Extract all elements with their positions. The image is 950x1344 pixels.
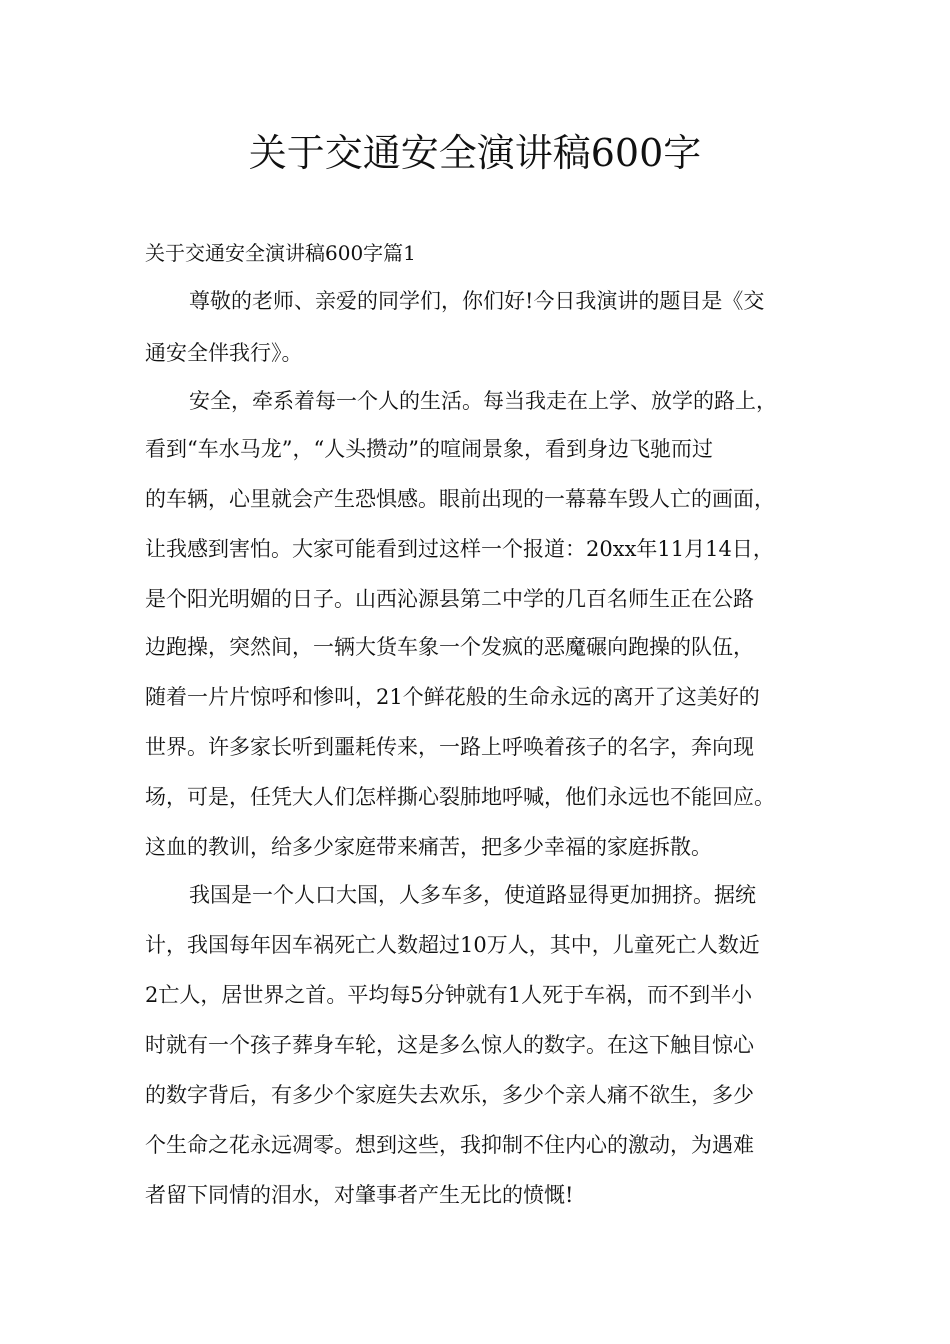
text-line: 的车辆，心里就会产生恐惧感。眼前出现的一幕幕车毁人亡的画面， — [145, 487, 775, 511]
text-line: 个生命之花永远凋零。想到这些，我抑制不住内心的激动，为遇难 — [145, 1133, 754, 1157]
text-line: 我国是一个人口大国，人多车多，使道路显得更加拥挤。据统 — [189, 883, 756, 907]
text-line: 者留下同情的泪水，对肇事者产生无比的愤慨! — [145, 1183, 574, 1207]
text-line: 看到“车水马龙”，“人头攒动”的喧闹景象，看到身边飞驰而过 — [145, 437, 713, 461]
text-line: 这血的教训，给多少家庭带来痛苦，把多少幸福的家庭拆散。 — [145, 835, 712, 859]
document-title: 关于交通安全演讲稿600字 — [248, 131, 702, 175]
text-line: 时就有一个孩子葬身车轮，这是多么惊人的数字。在这下触目惊心 — [145, 1033, 754, 1057]
text-line: 计，我国每年因车祸死亡人数超过10万人，其中，儿童死亡人数近 — [145, 933, 760, 957]
text-line: 的数字背后，有多少个家庭失去欢乐，多少个亲人痛不欲生，多少 — [145, 1083, 754, 1107]
text-line: 边跑操，突然间，一辆大货车象一个发疯的恶魔碾向跑操的队伍， — [145, 635, 754, 659]
text-line: 安全，牵系着每一个人的生活。每当我走在上学、放学的路上， — [189, 389, 777, 413]
text-line: 2亡人，居世界之首。平均每5分钟就有1人死于车祸，而不到半小 — [145, 983, 753, 1007]
text-line: 让我感到害怕。大家可能看到过这样一个报道：20xx年11月14日， — [145, 537, 774, 561]
text-line: 世界。许多家长听到噩耗传来，一路上呼唤着孩子的名字，奔向现 — [145, 735, 754, 759]
text-line: 场，可是，任凭大人们怎样撕心裂肺地呼喊，他们永远也不能回应。 — [145, 785, 775, 809]
text-line: 尊敬的老师、亲爱的同学们，你们好!今日我演讲的题目是《交 — [189, 289, 765, 313]
text-line: 是个阳光明媚的日子。山西沁源县第二中学的几百名师生正在公路 — [145, 587, 754, 611]
text-line: 随着一片片惊呼和惨叫，21个鲜花般的生命永远的离开了这美好的 — [145, 685, 760, 709]
section-heading: 关于交通安全演讲稿600字篇1 — [145, 241, 416, 265]
text-line: 通安全伴我行》。 — [145, 341, 303, 365]
